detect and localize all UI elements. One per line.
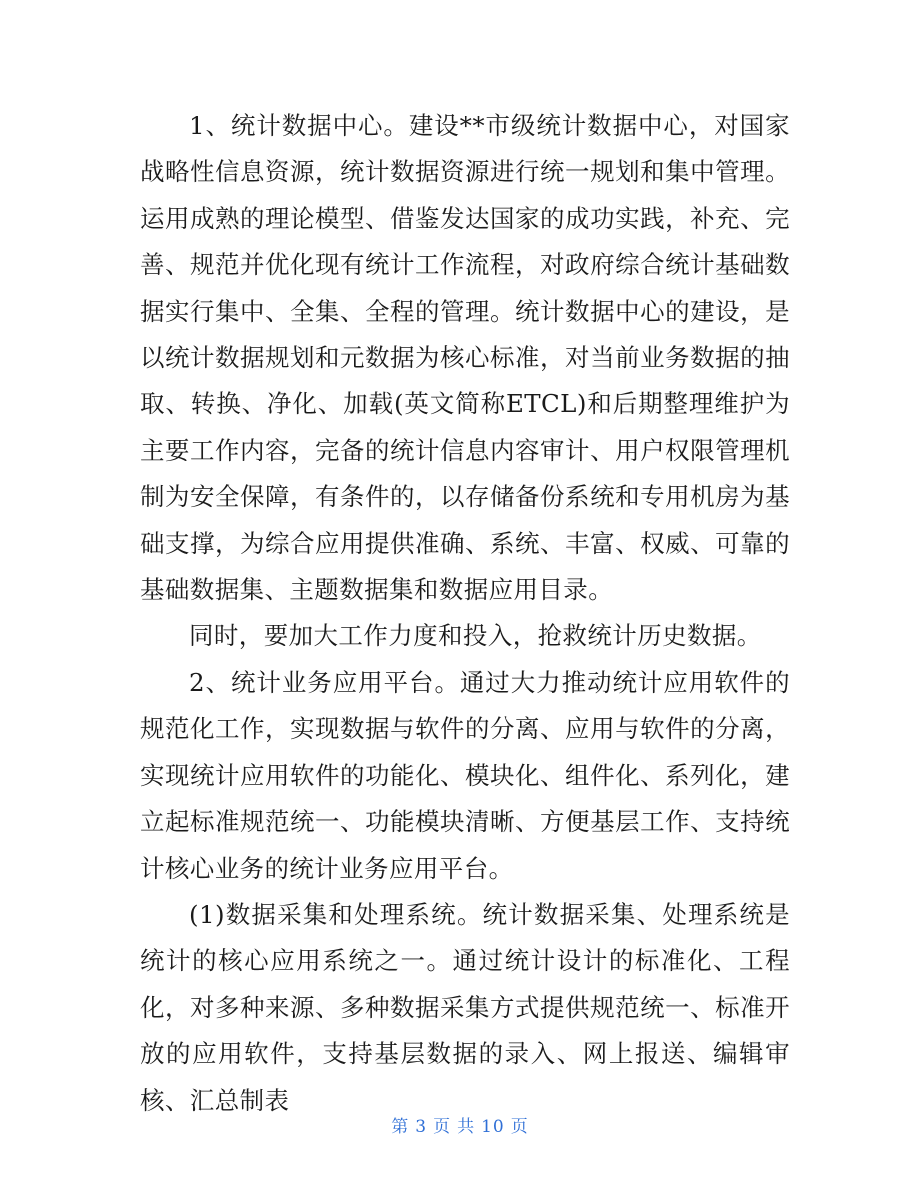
footer-total-pages: 10 — [481, 1117, 505, 1137]
paragraph-statistics-data-center: 1、统计数据中心。建设**市级统计数据中心，对国家战略性信息资源，统计数据资源进行统一规划和集中管理。运用成熟的理论模型、借鉴发达国家的成功实践，补充、完善、规范并优化现有统计工作流程，对政府综合统计基础数据实行集中、全集、全程的管理。统计数据中心的建设，是以统计数据规划和元数据为核心标准，对当前业务数据的抽取、转换、净化、加载(英文简称ETCL)和后期整理维护为主要工作内容，完备的统计信息内容审计、用户权限管理机制为安全保障，有条件的，以存储备份系统和专用机房为基础支撑，为综合应用提供准确、系统、丰富、权威、可靠的基础数据集、主题数据集和数据应用目录。 — [140, 111, 790, 605]
document-body — [140, 103, 790, 1124]
footer-total-label: 共 — [457, 1117, 476, 1137]
footer-page-unit: 页 — [433, 1117, 452, 1137]
page-footer — [0, 1112, 920, 1137]
paragraph-data-collection-system: (1)数据采集和处理系统。统计数据采集、处理系统是统计的核心应用系统之一。通过统计设计的标准化、工程化，对多种来源、多种数据采集方式提供规范统一、标准开放的应用软件，支持基层数据的录入、网上报送、编辑审核、汇总制表 — [140, 899, 790, 1115]
paragraph-business-application-platform: 2、统计业务应用平台。通过大力推动统计应用软件的规范化工作，实现数据与软件的分离、应用与软件的分离，实现统计应用软件的功能化、模块化、组件化、系列化，建立起标准规范统一、功能模块清晰、方便基层工作、支持统计核心业务的统计业务应用平台。 — [140, 667, 790, 883]
paragraph-rescue-historical-data: 同时，要加大工作力度和投入，抢救统计历史数据。 — [189, 621, 762, 651]
footer-current-page: 3 — [415, 1117, 428, 1137]
footer-total-unit: 页 — [510, 1117, 529, 1137]
footer-page-label: 第 — [391, 1117, 410, 1137]
